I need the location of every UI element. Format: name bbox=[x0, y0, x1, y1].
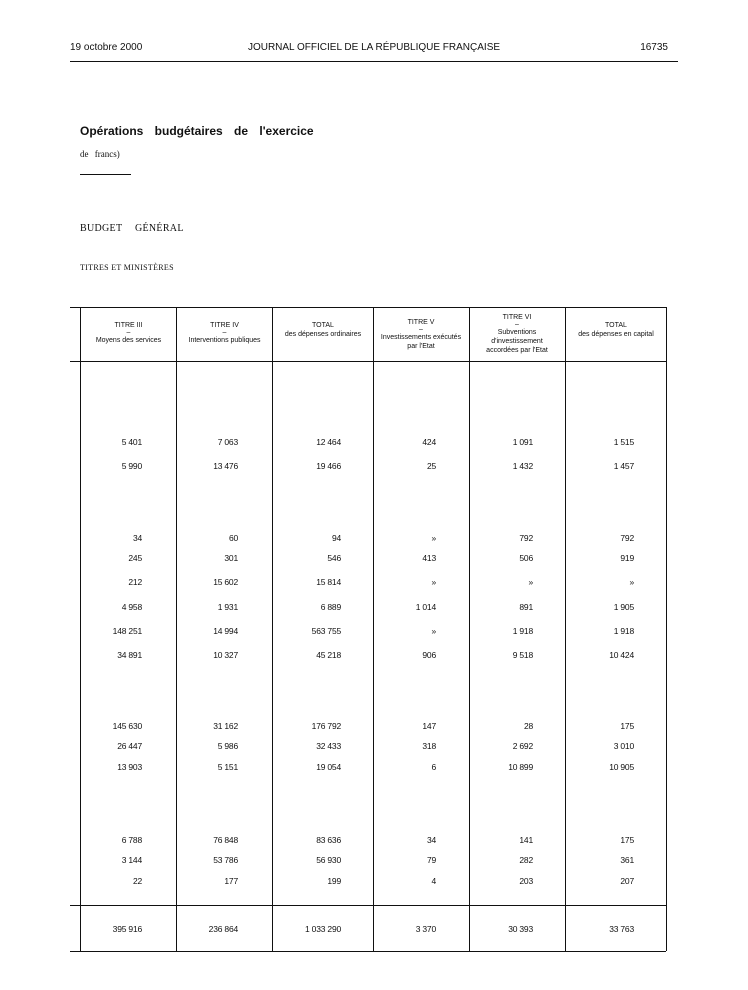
column-header-total-ordinaires bbox=[273, 321, 373, 339]
column-divider bbox=[565, 307, 566, 951]
table-cell: 318 bbox=[422, 741, 436, 751]
table-cell: 1 091 bbox=[512, 437, 533, 447]
table-cell: 56 930 bbox=[316, 855, 341, 865]
table-cell: » bbox=[629, 577, 634, 587]
table-cell: 26 447 bbox=[117, 741, 142, 751]
table-cell: 1 905 bbox=[613, 602, 634, 612]
table-cell: 1 457 bbox=[613, 461, 634, 471]
table-cell: 45 218 bbox=[316, 650, 341, 660]
table-cell: 4 bbox=[431, 876, 436, 886]
table-cell: 6 889 bbox=[320, 602, 341, 612]
table-cell: 199 bbox=[327, 876, 341, 886]
table-cell: 10 327 bbox=[213, 650, 238, 660]
table-cell: 13 476 bbox=[213, 461, 238, 471]
table-cell: 32 433 bbox=[316, 741, 341, 751]
table-cell: 203 bbox=[519, 876, 533, 886]
column-header-label: Investissements exécutés par l'Etat bbox=[380, 334, 462, 350]
column-divider bbox=[666, 307, 667, 951]
column-header-titre-iv bbox=[177, 321, 272, 345]
total-cell: 3 370 bbox=[415, 924, 436, 934]
column-divider bbox=[80, 307, 81, 951]
table-cell: 212 bbox=[128, 577, 142, 587]
column-header-title: TITRE III bbox=[114, 322, 143, 329]
table-cell: 83 636 bbox=[316, 835, 341, 845]
table-cell: 175 bbox=[620, 835, 634, 845]
table-cell: 148 251 bbox=[112, 626, 142, 636]
table-cell: 145 630 bbox=[112, 721, 142, 731]
table-cell: 14 994 bbox=[213, 626, 238, 636]
table-cell: 5 401 bbox=[121, 437, 142, 447]
column-header-titre-iii bbox=[81, 321, 176, 345]
table-cell: 3 144 bbox=[121, 855, 142, 865]
table-cell: 891 bbox=[519, 602, 533, 612]
table-cell: 34 bbox=[426, 835, 436, 845]
table-bottom-rule bbox=[70, 951, 666, 952]
total-cell: 236 864 bbox=[208, 924, 238, 934]
column-header-title: TITRE IV bbox=[210, 322, 239, 329]
table-cell: 1 432 bbox=[512, 461, 533, 471]
table-cell: 175 bbox=[620, 721, 634, 731]
total-cell: 33 763 bbox=[609, 924, 634, 934]
table-cell: 413 bbox=[422, 553, 436, 563]
total-cell: 395 916 bbox=[112, 924, 142, 934]
column-header-dash: – bbox=[419, 326, 423, 333]
table-cell: 207 bbox=[620, 876, 634, 886]
table-cell: 79 bbox=[426, 855, 436, 865]
total-cell: 1 033 290 bbox=[304, 924, 341, 934]
document-title: Opérations budgétaires de l'exercice bbox=[80, 124, 314, 138]
table-cell: 76 848 bbox=[213, 835, 238, 845]
table-cell: 31 162 bbox=[213, 721, 238, 731]
header-journal-title: JOURNAL OFFICIEL DE LA RÉPUBLIQUE FRANÇAISE bbox=[247, 42, 501, 53]
column-header-label: Interventions publiques bbox=[188, 337, 261, 344]
table-cell: 6 788 bbox=[121, 835, 142, 845]
table-cell: » bbox=[431, 533, 436, 543]
table-cell: 5 986 bbox=[217, 741, 238, 751]
column-divider bbox=[272, 307, 273, 951]
table-cell: 5 151 bbox=[217, 762, 238, 772]
column-header-dash: – bbox=[126, 329, 131, 336]
column-divider bbox=[373, 307, 374, 951]
column-header-label: des dépenses ordinaires bbox=[284, 331, 362, 338]
table-cell: 906 bbox=[422, 650, 436, 660]
column-divider bbox=[176, 307, 177, 951]
column-header-titre-v bbox=[380, 318, 462, 351]
document-subtitle: de francs) bbox=[80, 149, 120, 159]
table-cell: 13 903 bbox=[117, 762, 142, 772]
column-header-label: Moyens des services bbox=[95, 337, 162, 344]
table-cell: 1 918 bbox=[512, 626, 533, 636]
column-header-title: TITRE VI bbox=[502, 314, 532, 321]
total-cell: 30 393 bbox=[508, 924, 533, 934]
table-cell: 1 515 bbox=[613, 437, 634, 447]
table-cell: 546 bbox=[327, 553, 341, 563]
table-header-rule bbox=[70, 361, 666, 362]
table-cell: 1 014 bbox=[415, 602, 436, 612]
table-cell: 12 464 bbox=[316, 437, 341, 447]
table-cell: 361 bbox=[620, 855, 634, 865]
table-cell: 147 bbox=[422, 721, 436, 731]
table-cell: 19 466 bbox=[316, 461, 341, 471]
table-cell: 2 692 bbox=[512, 741, 533, 751]
column-header-dash: – bbox=[222, 329, 227, 336]
table-cell: » bbox=[431, 626, 436, 636]
column-header-label: des dépenses en capital bbox=[578, 331, 654, 338]
column-header-title: TOTAL bbox=[312, 322, 334, 329]
table-cell: 5 990 bbox=[121, 461, 142, 471]
table-cell: 245 bbox=[128, 553, 142, 563]
table-cell: 1 918 bbox=[613, 626, 634, 636]
table-cell: » bbox=[431, 577, 436, 587]
table-cell: 25 bbox=[426, 461, 436, 471]
table-cell: 792 bbox=[620, 533, 634, 543]
column-header-dash: – bbox=[515, 321, 519, 328]
table-cell: 34 bbox=[132, 533, 142, 543]
table-cell: 34 891 bbox=[117, 650, 142, 660]
table-cell: 792 bbox=[519, 533, 533, 543]
table-cell: 15 814 bbox=[316, 577, 341, 587]
table-cell: 6 bbox=[431, 762, 436, 772]
column-header-label: Subventions d'investissement accordées par l'Etat bbox=[486, 329, 548, 354]
header-page-number: 16735 bbox=[640, 42, 668, 53]
table-cell: 563 755 bbox=[311, 626, 341, 636]
subsection-heading: TITRES ET MINISTÈRES bbox=[80, 263, 174, 272]
column-divider bbox=[469, 307, 470, 951]
column-header-total-capital bbox=[566, 321, 666, 339]
table-cell: 7 063 bbox=[217, 437, 238, 447]
table-cell: 94 bbox=[331, 533, 341, 543]
table-cell: 3 010 bbox=[613, 741, 634, 751]
table-cell: 19 054 bbox=[316, 762, 341, 772]
header-date: 19 octobre 2000 bbox=[70, 42, 143, 53]
column-header-title: TOTAL bbox=[605, 322, 627, 329]
table-cell: 301 bbox=[224, 553, 238, 563]
table-cell: 28 bbox=[523, 721, 533, 731]
table-cell: 176 792 bbox=[311, 721, 341, 731]
table-cell: 53 786 bbox=[213, 855, 238, 865]
table-cell: 919 bbox=[620, 553, 634, 563]
table-cell: 1 931 bbox=[217, 602, 238, 612]
column-header-titre-vi bbox=[476, 313, 558, 355]
table-cell: 60 bbox=[228, 533, 238, 543]
table-top-rule bbox=[70, 307, 666, 308]
table-cell: 15 602 bbox=[213, 577, 238, 587]
table-cell: 177 bbox=[224, 876, 238, 886]
table-cell: 141 bbox=[519, 835, 533, 845]
table-cell: 10 905 bbox=[609, 762, 634, 772]
table-cell: 10 424 bbox=[609, 650, 634, 660]
table-cell: 506 bbox=[519, 553, 533, 563]
table-cell: 282 bbox=[519, 855, 533, 865]
table-cell: 10 899 bbox=[508, 762, 533, 772]
table-cell: » bbox=[528, 577, 533, 587]
table-cell: 22 bbox=[132, 876, 142, 886]
table-cell: 9 518 bbox=[512, 650, 533, 660]
table-cell: 4 958 bbox=[121, 602, 142, 612]
section-heading: BUDGET GÉNÉRAL bbox=[80, 223, 184, 234]
column-header-title: TITRE V bbox=[407, 319, 435, 326]
table-totals-rule bbox=[70, 905, 666, 906]
table-cell: 424 bbox=[422, 437, 436, 447]
